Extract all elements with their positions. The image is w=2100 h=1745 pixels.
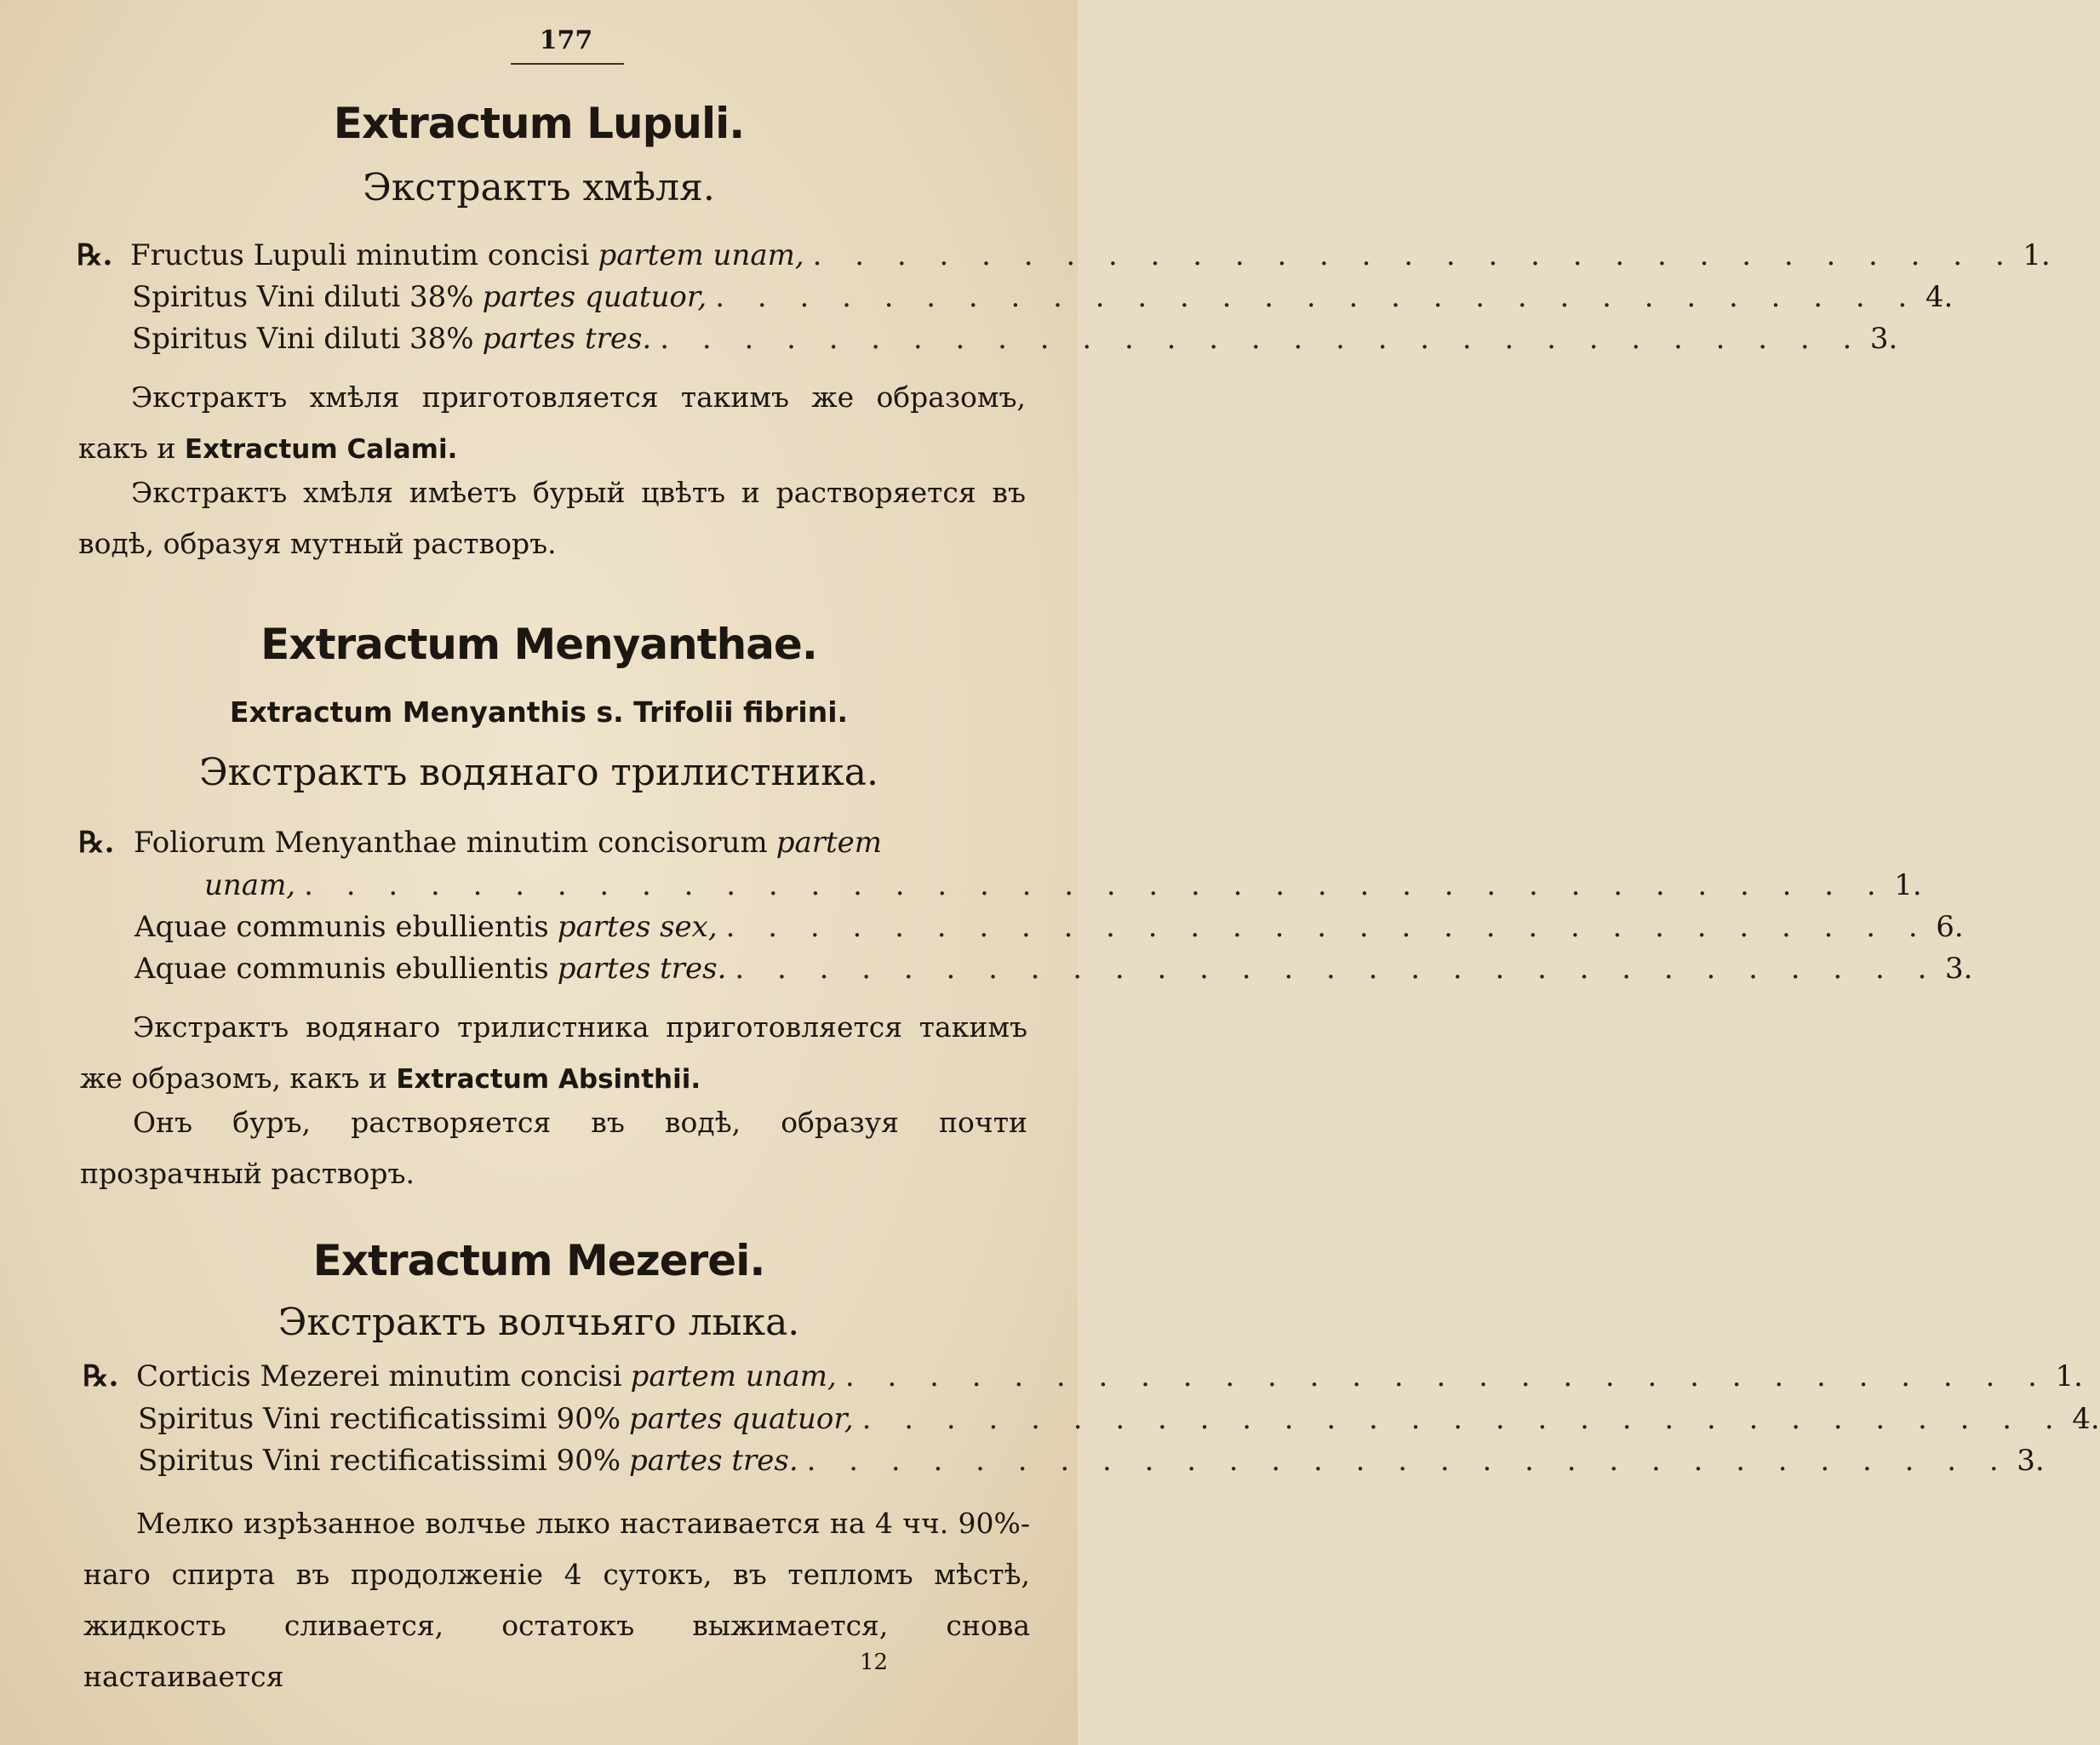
recipe-line	[204, 867, 1922, 904]
recipe-line	[138, 1400, 2100, 1438]
section-title-ru-mezerei: Экстрактъ волчьяго лыка.	[278, 1301, 800, 1344]
page-number: 177	[539, 26, 593, 55]
recipe-quantity: partem unam,	[598, 238, 804, 272]
recipe-line	[134, 824, 1027, 861]
section-title-ru-lupuli: Экстрактъ хмѣля.	[363, 166, 715, 209]
recipe-line	[134, 950, 1973, 987]
recipe-drug: Spiritus Vini rectificatissimi 90%	[138, 1402, 621, 1436]
recipe-quantity: partem unam,	[630, 1359, 837, 1393]
paragraph-bold-ref: Extractum Calami.	[184, 434, 458, 465]
leader-dots: . . . . . . . . . . . . . . . . . . . . . . . . . . . . .	[812, 238, 2017, 272]
leader-dots: . . . . . . . . . . . . . . . . . . . . . . . . . . . . .	[725, 910, 1930, 944]
section-title-mezerei: Extractum Mezerei.	[312, 1236, 765, 1285]
paragraph: Экстрактъ водянаго трилистника приготовляется такимъ же образомъ, какъ и Extractum Absinthii.	[80, 1010, 1027, 1095]
recipe-number: 6.	[1936, 910, 1964, 944]
recipe-quantity: partes tres.	[482, 322, 652, 356]
recipe-number: 1.	[2055, 1359, 2083, 1393]
recipe-quantity: partes tres.	[557, 952, 727, 986]
section-title-menyanthae: Extractum Menyanthae.	[260, 620, 817, 669]
recipe-line	[136, 1358, 2083, 1395]
recipe-line	[134, 908, 1964, 946]
recipe-line	[132, 278, 1954, 316]
recipe-number: 4.	[1925, 280, 1954, 314]
section-title-ru-menyanthae: Экстрактъ водянаго трилистника.	[198, 751, 879, 794]
leader-dots: . . . . . . . . . . . . . . . . . . . . . . . . . . . . .	[861, 1402, 2066, 1436]
paragraph: Онъ буръ, растворяется въ водѣ, образуя почти прозрачный растворъ.	[80, 1106, 1027, 1190]
paragraph: Мелко изрѣзанное волчье лыко настаивается на 4 чч. 90%-наго спирта въ продолженіе 4 сутокъ, въ тепломъ мѣстѣ, жидкость сливается, остатокъ выжимается, снова настаивается	[83, 1507, 1030, 1693]
recipe-line	[130, 237, 2051, 274]
recipe-quantity: unam,	[204, 868, 296, 902]
leader-dots: . . . . . . . . . . . . . . . . . . . . . . . . . . . . .	[660, 322, 1864, 356]
recipe-quantity: partem	[775, 826, 883, 860]
leader-dots: . . . . . . . . . . . . . . . . . . . . . . . . . . . . .	[715, 280, 1920, 314]
recipe-drug: Fructus Lupuli minutim concisi	[130, 238, 590, 272]
recipe-symbol: ℞.	[77, 238, 113, 272]
recipe-number: 3.	[2017, 1444, 2045, 1478]
recipe-drug: Corticis Mezerei minutim concisi	[136, 1359, 622, 1393]
paragraph-bold-ref: Extractum Absinthii.	[396, 1064, 701, 1095]
recipe-drug: Spiritus Vini diluti 38%	[132, 322, 474, 356]
recipe-drug: Spiritus Vini diluti 38%	[132, 280, 474, 314]
recipe-quantity: partes sex,	[557, 910, 718, 944]
recipe-number: 3.	[1944, 952, 1973, 986]
recipe-number: 4.	[2072, 1402, 2100, 1436]
recipe-number: 3.	[1869, 322, 1898, 356]
page-number-rule	[511, 63, 624, 65]
leader-dots: . . . . . . . . . . . . . . . . . . . . . . . . . . . . .	[844, 1359, 2049, 1393]
recipe-line	[132, 320, 1898, 358]
recipe-line	[138, 1442, 2045, 1479]
leader-dots: . . . . . . . . . . . . . . . . . . . . . . . . . . . . .	[735, 952, 1939, 986]
recipe-drug: Aquae communis ebullientis	[134, 910, 549, 944]
recipe-drug: Spiritus Vini rectificatissimi 90%	[138, 1444, 621, 1478]
signature-mark: 12	[860, 1650, 889, 1675]
section-subtitle-menyanthae: Extractum Menyanthis s. Trifolii fibrini.	[229, 695, 849, 729]
recipe-drug: Aquae communis ebullientis	[134, 952, 549, 986]
recipe-symbol: ℞.	[78, 826, 115, 860]
leader-dots: . . . . . . . . . . . . . . . . . . . . . . . . . . . . . . . . . . . . . .	[304, 868, 1888, 902]
recipe-number: 1.	[1894, 868, 1922, 902]
recipe-quantity: partes quatuor,	[629, 1402, 854, 1436]
recipe-quantity: partes tres.	[629, 1444, 798, 1478]
paragraph: Экстрактъ хмѣля приготовляется такимъ же образомъ, какъ и Extractum Calami.	[78, 380, 1026, 465]
paragraph: Экстрактъ хмѣля имѣетъ бурый цвѣтъ и растворяется въ водѣ, образуя мутный растворъ.	[78, 476, 1026, 560]
leader-dots: . . . . . . . . . . . . . . . . . . . . . . . . . . . . .	[806, 1444, 2011, 1478]
recipe-quantity: partes quatuor,	[482, 280, 707, 314]
recipe-drug: Foliorum Menyanthae minutim concisorum	[134, 826, 768, 860]
recipe-number: 1.	[2023, 238, 2051, 272]
recipe-symbol: ℞.	[83, 1359, 119, 1393]
section-title-lupuli: Extractum Lupuli.	[333, 99, 745, 148]
